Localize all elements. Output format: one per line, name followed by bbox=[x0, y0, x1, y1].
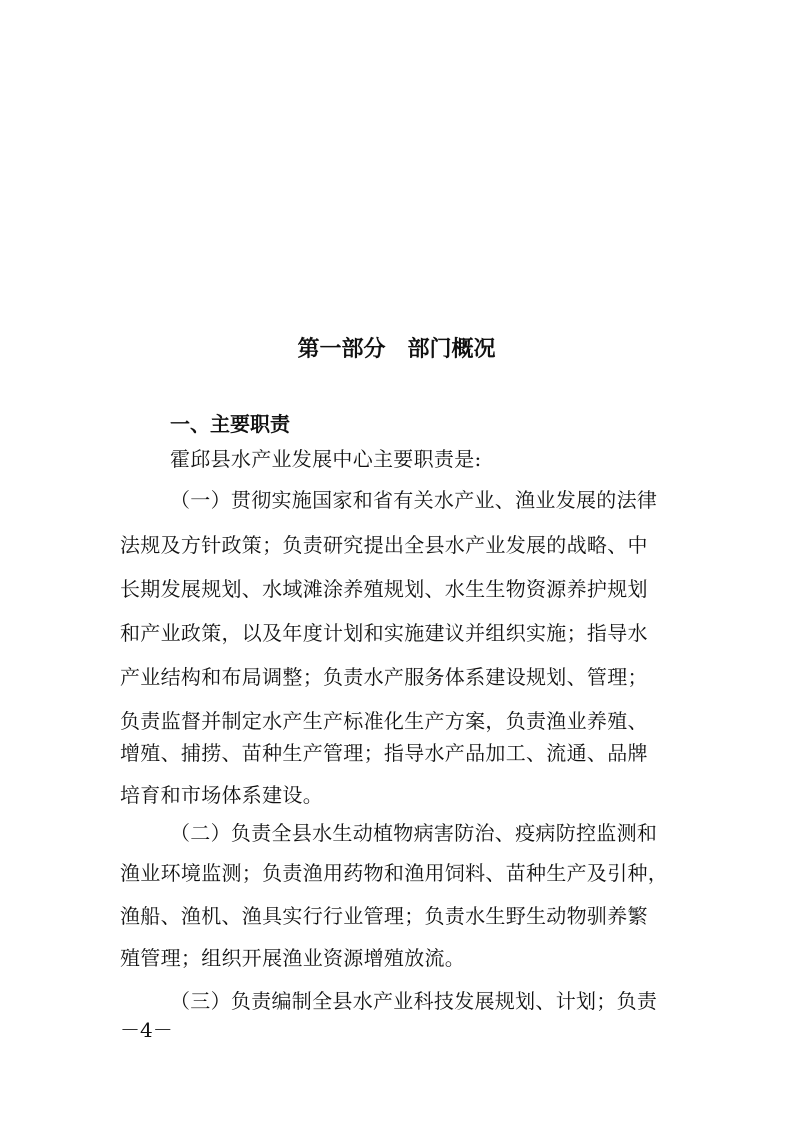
part-title: 第一部分 部门概况 bbox=[297, 337, 496, 362]
paragraph-duty-1-line: 和产业政策，以及年度计划和实施建议并组织实施；指导水 bbox=[120, 621, 648, 645]
page-number: －4－ bbox=[120, 1018, 173, 1042]
paragraph-duty-1-line: 负责监督并制定水产生产标准化生产方案，负责渔业养殖、 bbox=[120, 709, 648, 733]
section-heading: 一、主要职责 bbox=[170, 412, 290, 436]
paragraph-duty-2-line: （二）负责全县水生动植物病害防治、疫病防控监测和 bbox=[170, 821, 658, 845]
paragraph-duty-1-line: 培育和市场体系建设。 bbox=[120, 783, 323, 807]
paragraph-duty-1-line: 长期发展规划、水域滩涂养殖规划、水生生物资源养护规划 bbox=[120, 577, 648, 601]
paragraph-duty-3-line: （三）负责编制全县水产业科技发展规划、计划；负责 bbox=[170, 989, 658, 1013]
paragraph-duty-1-line: 产业结构和布局调整；负责水产服务体系建设规划、管理； bbox=[120, 665, 648, 689]
paragraph-duty-1-line: 法规及方针政策；负责研究提出全县水产业发展的战略、中 bbox=[120, 533, 648, 557]
paragraph-intro-line: 霍邱县水产业发展中心主要职责是: bbox=[170, 447, 482, 471]
paragraph-duty-1-line: （一）贯彻实施国家和省有关水产业、渔业发展的法律 bbox=[170, 488, 658, 512]
paragraph-duty-2-line: 殖管理；组织开展渔业资源增殖放流。 bbox=[120, 946, 466, 970]
paragraph-duty-2-line: 渔船、渔机、渔具实行行业管理；负责水生野生动物驯养繁 bbox=[120, 904, 648, 928]
paragraph-duty-1-line: 增殖、捕捞、苗种生产管理；指导水产品加工、流通、品牌 bbox=[120, 741, 648, 765]
paragraph-duty-2-line: 渔业环境监测；负责渔用药物和渔用饲料、苗种生产及引种， bbox=[120, 861, 669, 885]
